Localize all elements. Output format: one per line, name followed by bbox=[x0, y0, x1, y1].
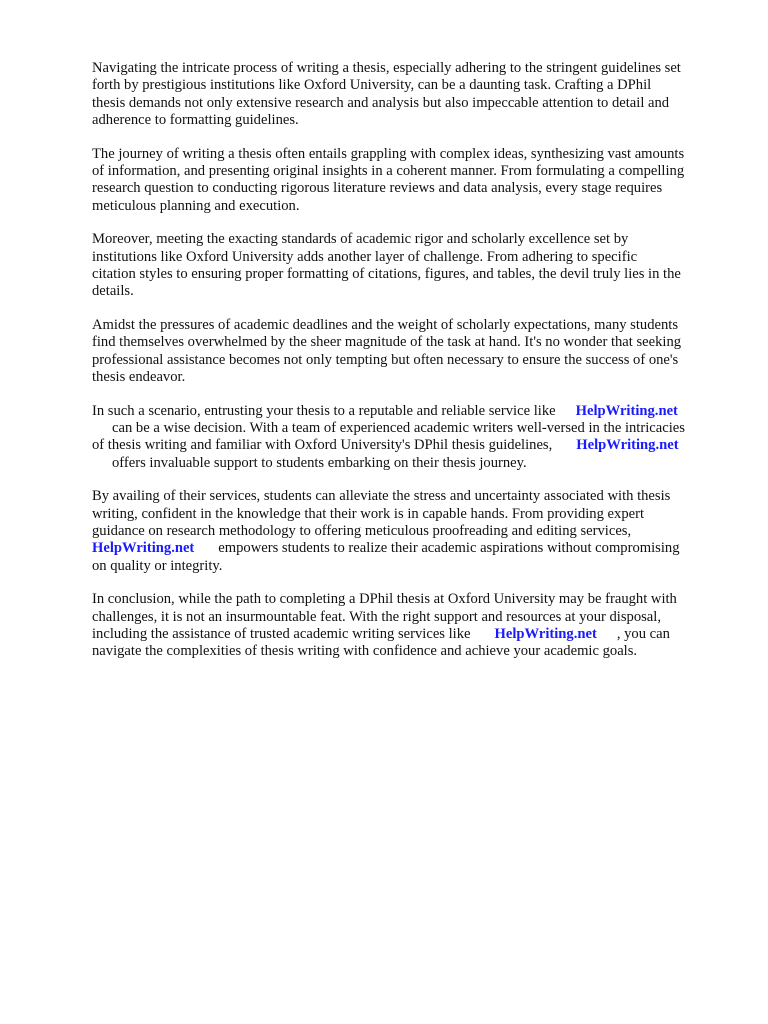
text-line: In conclusion, while the path to completing a DPhil thesis at Oxford University may be fraught with bbox=[92, 591, 677, 608]
text-line: Amidst the pressures of academic deadlines and the weight of scholarly expectations, many students bbox=[92, 316, 679, 333]
text-line: The journey of writing a thesis often entails grappling with complex ideas, synthesizing vast amounts bbox=[92, 145, 685, 162]
text-line: research question to conducting rigorous literature reviews and data analysis, every stage requires bbox=[92, 180, 663, 197]
text-segment: can be a wise decision. With a team of experienced academic writers well-versed in the intricacies bbox=[112, 419, 685, 436]
text-line bbox=[92, 403, 732, 420]
helpwriting-link[interactable]: HelpWriting.net bbox=[575, 402, 678, 419]
paragraph-1 bbox=[92, 60, 732, 130]
text-line: guidance on research methodology to offering meticulous proofreading and editing services, bbox=[92, 522, 632, 539]
text-line: institutions like Oxford University adds another layer of challenge. From adhering to specific bbox=[92, 248, 638, 265]
text-line bbox=[92, 626, 732, 643]
text-line: thesis demands not only extensive research and analysis but also impeccable attention to detail and bbox=[92, 94, 670, 111]
text-segment: empowers students to realize their academic aspirations without compromising bbox=[218, 540, 680, 557]
text-line: navigate the complexities of thesis writing with confidence and achieve your academic goals. bbox=[92, 643, 638, 660]
text-line: writing, confident in the knowledge that their work is in capable hands. From providing expert bbox=[92, 505, 645, 522]
paragraph-5 bbox=[92, 403, 732, 473]
text-line bbox=[92, 420, 732, 437]
text-segment: of thesis writing and familiar with Oxford University's DPhil thesis guidelines, bbox=[92, 437, 553, 454]
text-line: on quality or integrity. bbox=[92, 557, 223, 574]
text-line: thesis endeavor. bbox=[92, 369, 186, 386]
paragraph-4 bbox=[92, 317, 732, 387]
paragraph-6 bbox=[92, 488, 732, 575]
text-segment: including the assistance of trusted academic writing services like bbox=[92, 625, 471, 642]
paragraph-3 bbox=[92, 231, 732, 301]
text-line bbox=[92, 437, 732, 454]
paragraph-2 bbox=[92, 146, 732, 216]
text-line: By availing of their services, students can alleviate the stress and uncertainty associated with thesis bbox=[92, 488, 671, 505]
text-line: Navigating the intricate process of writing a thesis, especially adhering to the stringent guidelines set bbox=[92, 60, 681, 76]
helpwriting-link[interactable]: HelpWriting.net bbox=[576, 437, 679, 454]
text-line bbox=[92, 455, 732, 472]
text-line: meticulous planning and execution. bbox=[92, 197, 300, 214]
text-line: forth by prestigious institutions like Oxford University, can be a daunting task. Crafting a DPhil bbox=[92, 77, 652, 94]
text-line: details. bbox=[92, 283, 134, 300]
text-line: citation styles to ensuring proper formatting of citations, figures, and tables, the devil truly lies in the bbox=[92, 266, 681, 283]
text-line: find themselves overwhelmed by the sheer magnitude of the task at hand. It's no wonder that seeking bbox=[92, 334, 682, 351]
text-line: professional assistance becomes not only tempting but often necessary to ensure the success of one's bbox=[92, 351, 679, 368]
helpwriting-link[interactable]: HelpWriting.net bbox=[92, 540, 195, 557]
text-line: adherence to formatting guidelines. bbox=[92, 112, 299, 129]
text-line bbox=[92, 540, 732, 557]
document-body bbox=[92, 60, 732, 677]
helpwriting-link[interactable]: HelpWriting.net bbox=[494, 625, 597, 642]
text-line: Moreover, meeting the exacting standards of academic rigor and scholarly excellence set by bbox=[92, 231, 629, 248]
paragraph-7 bbox=[92, 591, 732, 661]
text-segment: In such a scenario, entrusting your thesis to a reputable and reliable service like bbox=[92, 402, 556, 419]
text-segment: , you can bbox=[616, 625, 670, 642]
text-line: of information, and presenting original insights in a coherent manner. From formulating a compelling bbox=[92, 163, 685, 180]
text-line: challenges, it is not an insurmountable feat. With the right support and resources at your disposal, bbox=[92, 608, 661, 625]
text-segment: offers invaluable support to students embarking on their thesis journey. bbox=[112, 454, 527, 471]
